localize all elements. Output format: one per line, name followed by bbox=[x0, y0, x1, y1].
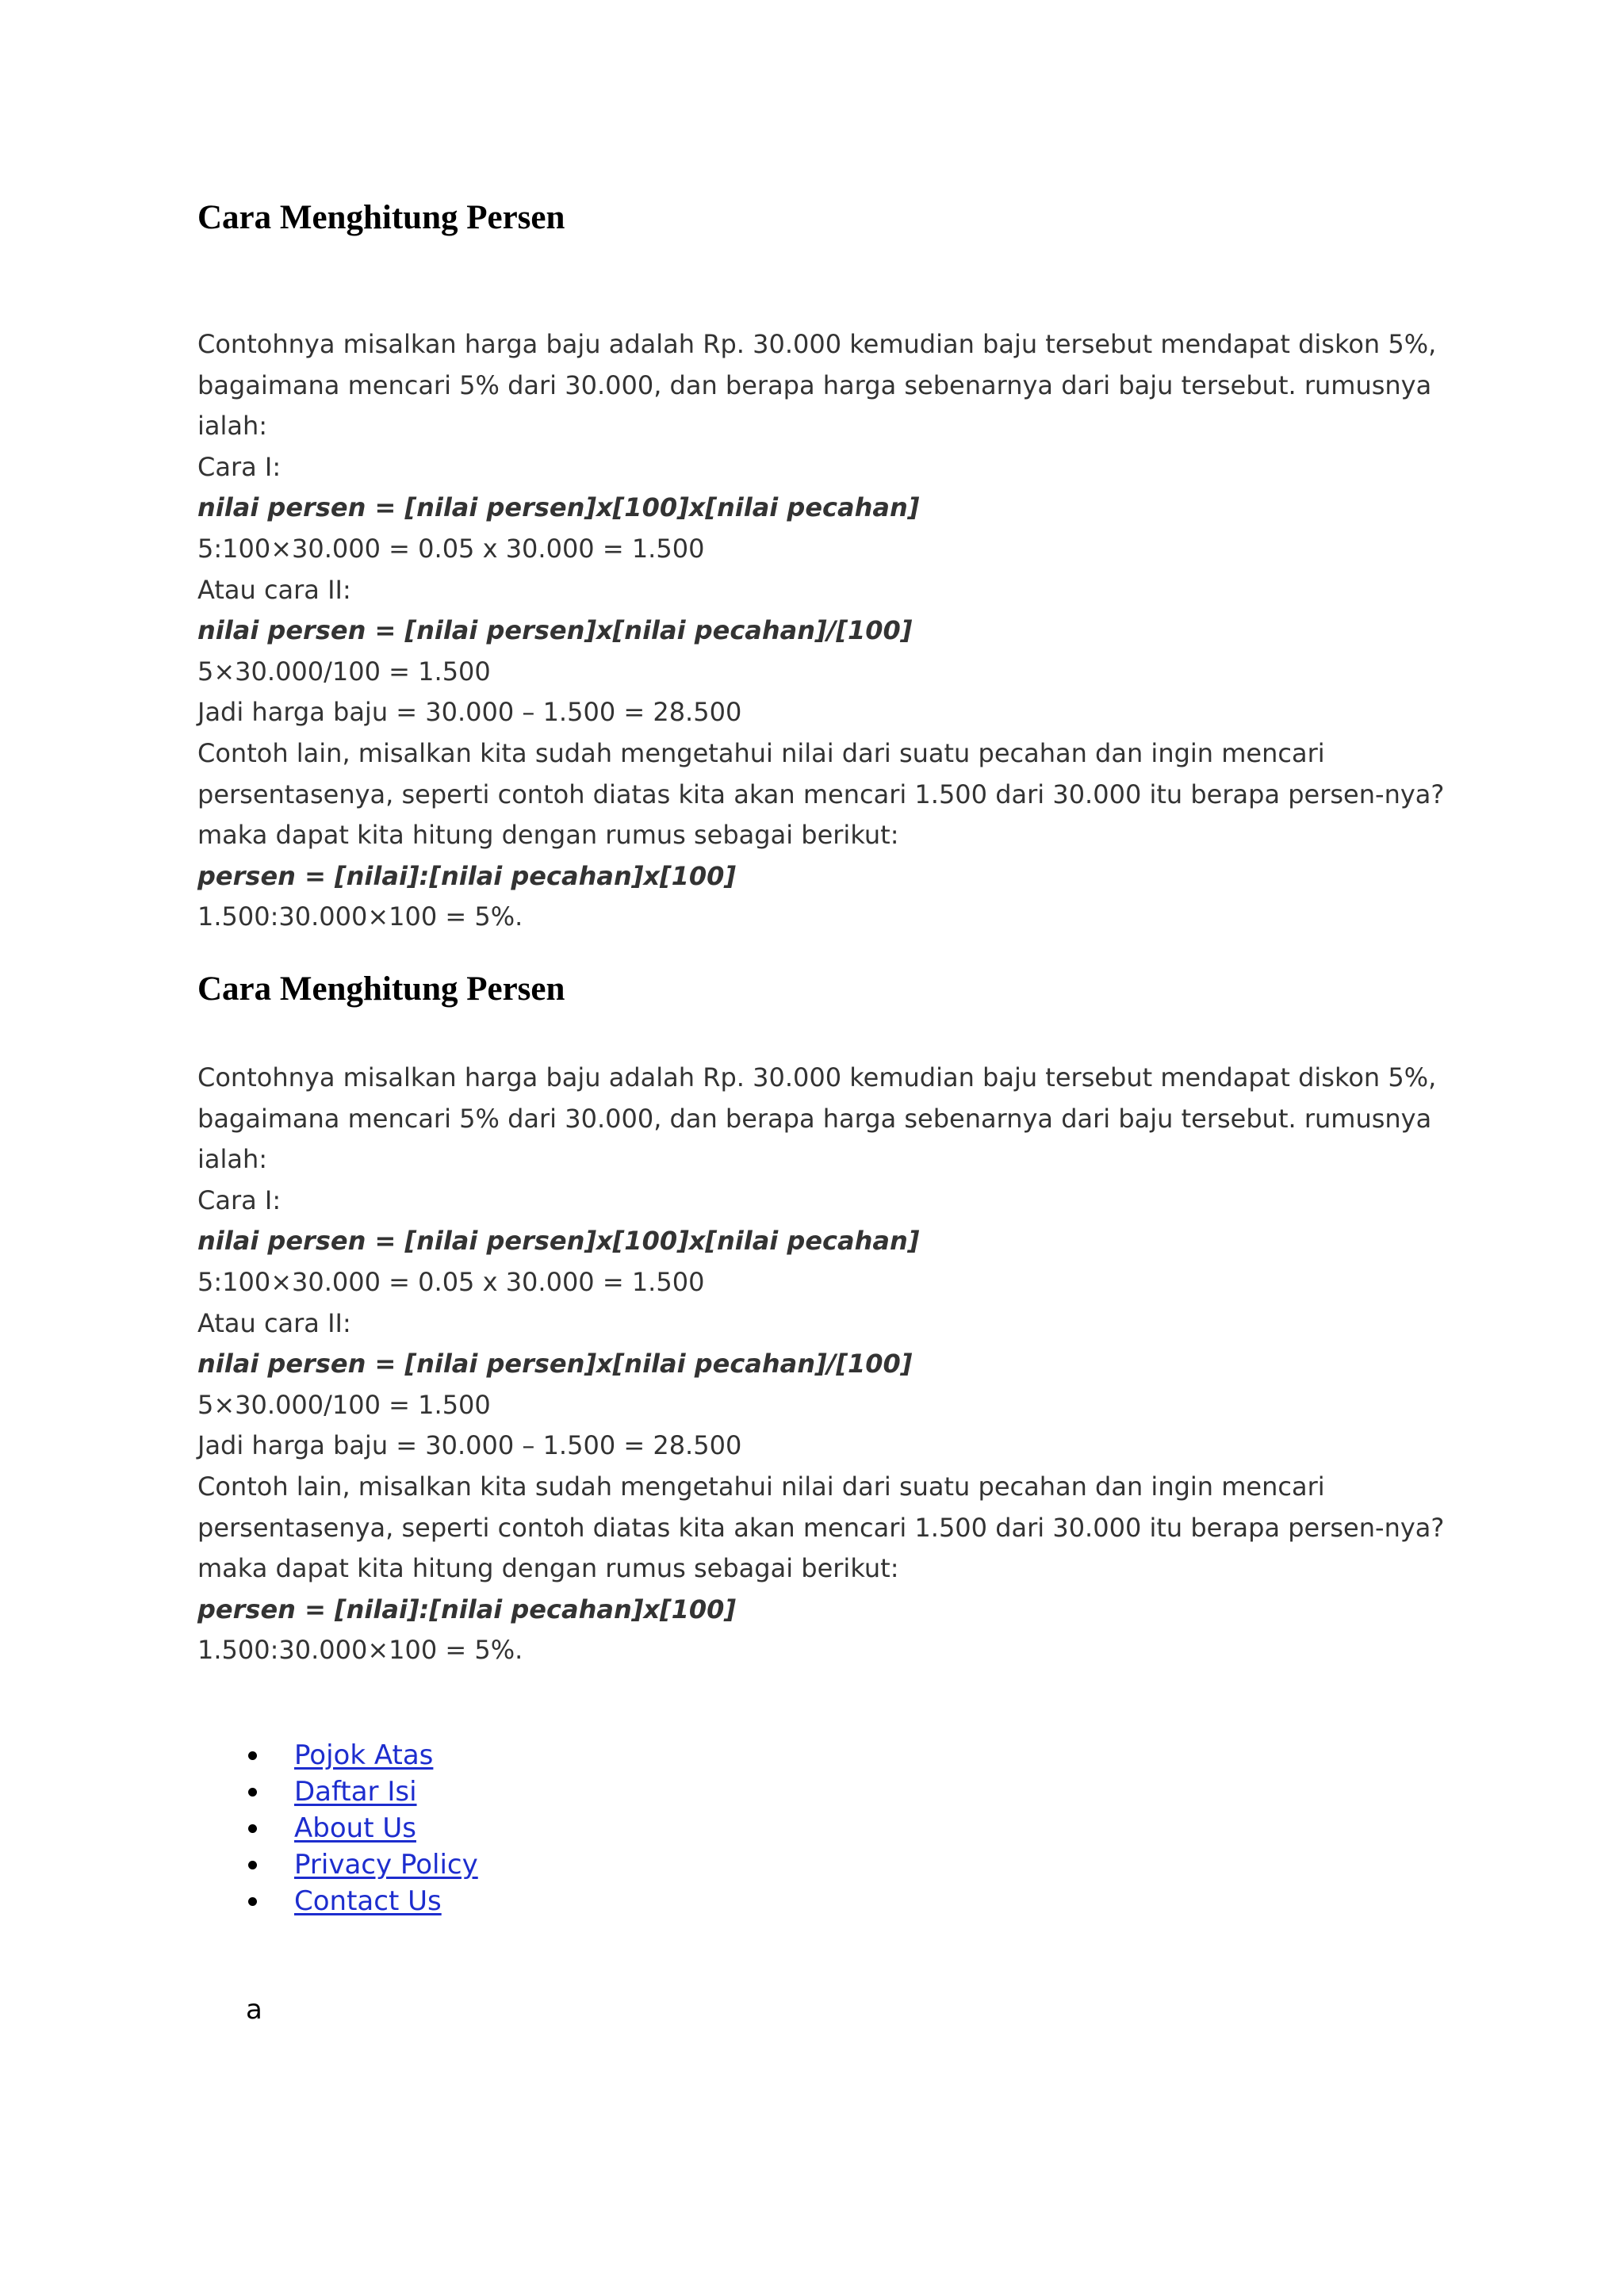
list-item bbox=[239, 1774, 478, 1810]
list-item bbox=[239, 1737, 478, 1774]
formula: persen = [nilai]:[nilai pecahan]x[100] bbox=[197, 1594, 737, 1624]
about-us-link[interactable]: About Us bbox=[294, 1812, 416, 1844]
list-item bbox=[239, 1846, 478, 1883]
article-section-1 bbox=[197, 324, 1498, 938]
paragraph-line: ialah: bbox=[197, 1144, 268, 1175]
paragraph-line: persentasenya, seperti contoh diatas kita akan mencari 1.500 dari 30.000 itu berapa persen-nya? bbox=[197, 1512, 1445, 1543]
formula: nilai persen = [nilai persen]x[100]x[nilai pecahan] bbox=[197, 492, 920, 523]
method-label: Cara I: bbox=[197, 1184, 282, 1215]
calculation-line: Jadi harga baju = 30.000 – 1.500 = 28.500 bbox=[197, 697, 742, 728]
calculation-line: 1.500:30.000×100 = 5%. bbox=[197, 901, 523, 932]
paragraph-line: bagaimana mencari 5% dari 30.000, dan berapa harga sebenarnya dari baju tersebut. rumusnya bbox=[197, 1103, 1432, 1134]
section-title: Cara Menghitung Persen bbox=[197, 970, 565, 1008]
calculation-line: 1.500:30.000×100 = 5%. bbox=[197, 1635, 523, 1666]
page-title: Cara Menghitung Persen bbox=[197, 199, 565, 236]
paragraph-line: persentasenya, seperti contoh diatas kita akan mencari 1.500 dari 30.000 itu berapa persen-nya? bbox=[197, 779, 1445, 809]
calculation-line: 5×30.000/100 = 1.500 bbox=[197, 656, 491, 687]
footer-link-list bbox=[239, 1737, 478, 1919]
paragraph-line: Contohnya misalkan harga baju adalah Rp. 30.000 kemudian baju tersebut mendapat diskon 5%, bbox=[197, 1062, 1437, 1093]
contact-us-link[interactable]: Contact Us bbox=[294, 1885, 442, 1917]
paragraph-line: Contoh lain, misalkan kita sudah mengetahui nilai dari suatu pecahan dan ingin mencari bbox=[197, 737, 1325, 768]
paragraph-line: Contoh lain, misalkan kita sudah mengetahui nilai dari suatu pecahan dan ingin mencari bbox=[197, 1471, 1325, 1502]
formula: nilai persen = [nilai persen]x[nilai pecahan]/[100] bbox=[197, 1349, 913, 1380]
list-item bbox=[239, 1883, 478, 1919]
paragraph-line: bagaimana mencari 5% dari 30.000, dan berapa harga sebenarnya dari baju tersebut. rumusnya bbox=[197, 369, 1432, 400]
calculation-line: 5:100×30.000 = 0.05 x 30.000 = 1.500 bbox=[197, 533, 705, 564]
pojok-atas-link[interactable]: Pojok Atas bbox=[294, 1739, 434, 1771]
calculation-line: 5×30.000/100 = 1.500 bbox=[197, 1389, 491, 1420]
daftar-isi-link[interactable]: Daftar Isi bbox=[294, 1776, 417, 1808]
method-label: Atau cara II: bbox=[197, 1307, 351, 1338]
paragraph-line: ialah: bbox=[197, 411, 268, 442]
paragraph-line: maka dapat kita hitung dengan rumus sebagai berikut: bbox=[197, 820, 899, 851]
trailing-text: a bbox=[246, 1994, 262, 2026]
formula: persen = [nilai]:[nilai pecahan]x[100] bbox=[197, 860, 737, 891]
formula: nilai persen = [nilai persen]x[100]x[nilai pecahan] bbox=[197, 1226, 920, 1257]
paragraph-line: maka dapat kita hitung dengan rumus sebagai berikut: bbox=[197, 1553, 899, 1584]
method-label: Atau cara II: bbox=[197, 574, 351, 605]
calculation-line: 5:100×30.000 = 0.05 x 30.000 = 1.500 bbox=[197, 1266, 705, 1297]
article-section-2 bbox=[197, 1058, 1498, 1671]
method-label: Cara I: bbox=[197, 451, 282, 482]
calculation-line: Jadi harga baju = 30.000 – 1.500 = 28.500 bbox=[197, 1430, 742, 1461]
formula: nilai persen = [nilai persen]x[nilai pecahan]/[100] bbox=[197, 615, 913, 646]
paragraph-line: Contohnya misalkan harga baju adalah Rp. 30.000 kemudian baju tersebut mendapat diskon 5%, bbox=[197, 329, 1437, 359]
list-item bbox=[239, 1810, 478, 1846]
privacy-policy-link[interactable]: Privacy Policy bbox=[294, 1849, 478, 1881]
